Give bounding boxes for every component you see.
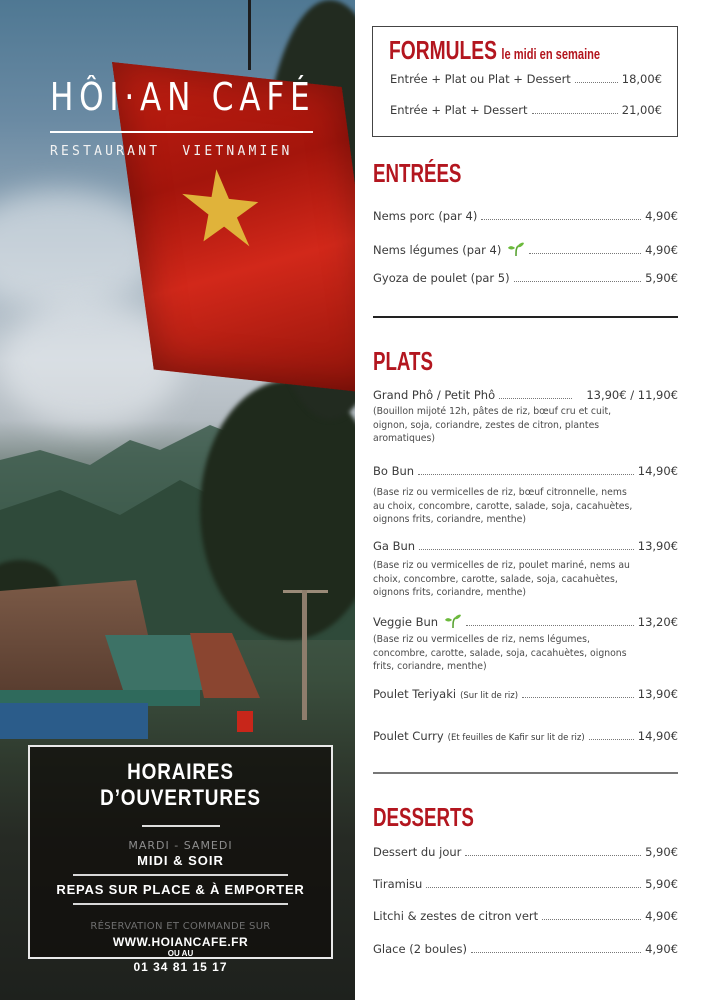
menu-item [373,729,678,743]
leader-dots [481,219,641,220]
section-divider [373,772,678,774]
star-icon [177,165,267,256]
menu-item [373,271,678,285]
item-price: 18,00€ [621,72,662,86]
item-name: Dessert du jour [373,845,462,859]
item-name: Tiramisu [373,877,423,891]
leader-dots [499,398,572,399]
leader-dots [514,281,641,282]
menu-item [373,909,678,923]
item-price: 13,20€ [637,615,678,629]
item-description: (Bouillon mijoté 12h, pâtes de riz, bœuf cru et cuit, oignon, soja, coriandre, zestes de citron, plantes aromatiques) [373,406,612,444]
menu-item [373,942,678,956]
item-name: Entrée + Plat + Dessert [390,103,528,117]
leader-dots [542,919,641,920]
hours-times: MIDI & SOIR [137,853,224,868]
item-price: 5,90€ [645,877,678,891]
hours-title: HORAIRES D’OUVERTURES [100,759,261,810]
sprout-icon [507,242,525,256]
item-price: 21,00€ [621,103,662,117]
item-note: (Sur lit de riz) [460,691,519,701]
leader-dots [418,474,634,475]
item-note: (Et feuilles de Kafir sur lit de riz) [447,733,585,743]
item-price: 4,90€ [645,209,678,223]
item-price: 5,90€ [645,271,678,285]
hours-divider [73,874,288,876]
menu-item [390,72,662,86]
item-name: Litchi & zestes de citron vert [373,909,539,923]
leader-dots [529,253,641,254]
flag-pole [248,0,251,70]
item-price: 14,90€ [637,729,678,743]
hours-divider [73,903,288,905]
menu-item [373,209,678,223]
brand-divider [50,131,313,133]
small-flag [237,711,253,732]
item-name: Glace (2 boules) [373,942,468,956]
item-price: 13,90€ / 11,90€ [586,388,678,402]
website-link[interactable]: WWW.HOIANCAFE.FR [112,935,249,949]
item-name: Bo Bun [373,464,415,478]
leader-dots [466,625,634,626]
hours-days: MARDI - SAMEDI [128,839,233,852]
formules-title: FORMULES [389,35,497,65]
menu-item [373,539,678,553]
leader-dots [465,855,641,856]
item-name: Entrée + Plat ou Plat + Dessert [390,72,571,86]
item-price: 14,90€ [637,464,678,478]
leader-dots [575,82,618,83]
menu-item [390,103,662,117]
item-description: (Base riz ou vermicelles de riz, nems légumes, concombre, carotte, salade, soja, cacahuètes, oignons frits, coriandre, menthe) [373,634,627,672]
phone-number[interactable]: 01 34 81 15 17 [133,960,228,974]
sprout-icon [444,614,462,628]
leader-dots [532,113,618,114]
item-price: 4,90€ [645,243,678,257]
leader-dots [426,887,641,888]
roof [0,703,148,739]
item-name: Veggie Bun [373,615,439,629]
restaurant-tagline: RESTAURANT VIETNAMIEN [50,144,293,159]
item-name: Gyoza de poulet (par 5) [373,271,510,285]
hours-divider [142,825,220,827]
formules-subtitle: le midi en semaine [501,46,601,63]
leader-dots [589,739,634,740]
restaurant-name: HÔI·AN CAFÉ [50,75,316,119]
item-description: (Base riz ou vermicelles de riz, poulet mariné, nems au choix, concombre, carotte, salade, soja, cacahuètes, oignons frits, coriandre, menthe) [373,560,630,598]
section-title-desserts: DESSERTS [373,802,474,832]
leader-dots [522,697,634,698]
item-price: 4,90€ [645,909,678,923]
item-name: Nems porc (par 4) [373,209,478,223]
opening-hours-box [28,745,333,974]
menu-panel [355,0,711,1000]
utility-pole [302,590,307,720]
section-title-plats: PLATS [373,346,433,376]
menu-item [373,388,678,402]
item-price: 13,90€ [637,687,678,701]
menu-item [373,612,678,629]
leader-dots [471,952,641,953]
formules-heading [389,35,600,66]
menu-item [373,877,678,891]
section-divider [373,316,678,318]
item-price: 4,90€ [645,942,678,956]
brand-header [50,75,315,159]
reservation-label: RÉSERVATION ET COMMANDE SUR [90,921,271,932]
item-description: (Base riz ou vermicelles de riz, bœuf citronnelle, nems au choix, concombre, carotte, salade, soja, cacahuètes, oignons frits, coriandre, menthe) [373,487,633,525]
item-name: Nems légumes (par 4) [373,243,502,257]
menu-item [373,687,678,701]
menu-item [373,845,678,859]
service-type: REPAS SUR PLACE & À EMPORTER [56,882,305,897]
cover-photo [0,0,355,1000]
item-price: 5,90€ [645,845,678,859]
menu-item [373,464,678,478]
item-name: Grand Phô / Petit Phô [373,388,496,402]
leader-dots [419,549,634,550]
item-name: Poulet Teriyaki [373,687,457,701]
item-name: Poulet Curry [373,729,444,743]
item-price: 13,90€ [637,539,678,553]
menu-item [373,240,678,257]
or-label: OU AU [167,949,194,958]
section-title-entrees: ENTRÉES [373,158,462,188]
item-name: Ga Bun [373,539,416,553]
